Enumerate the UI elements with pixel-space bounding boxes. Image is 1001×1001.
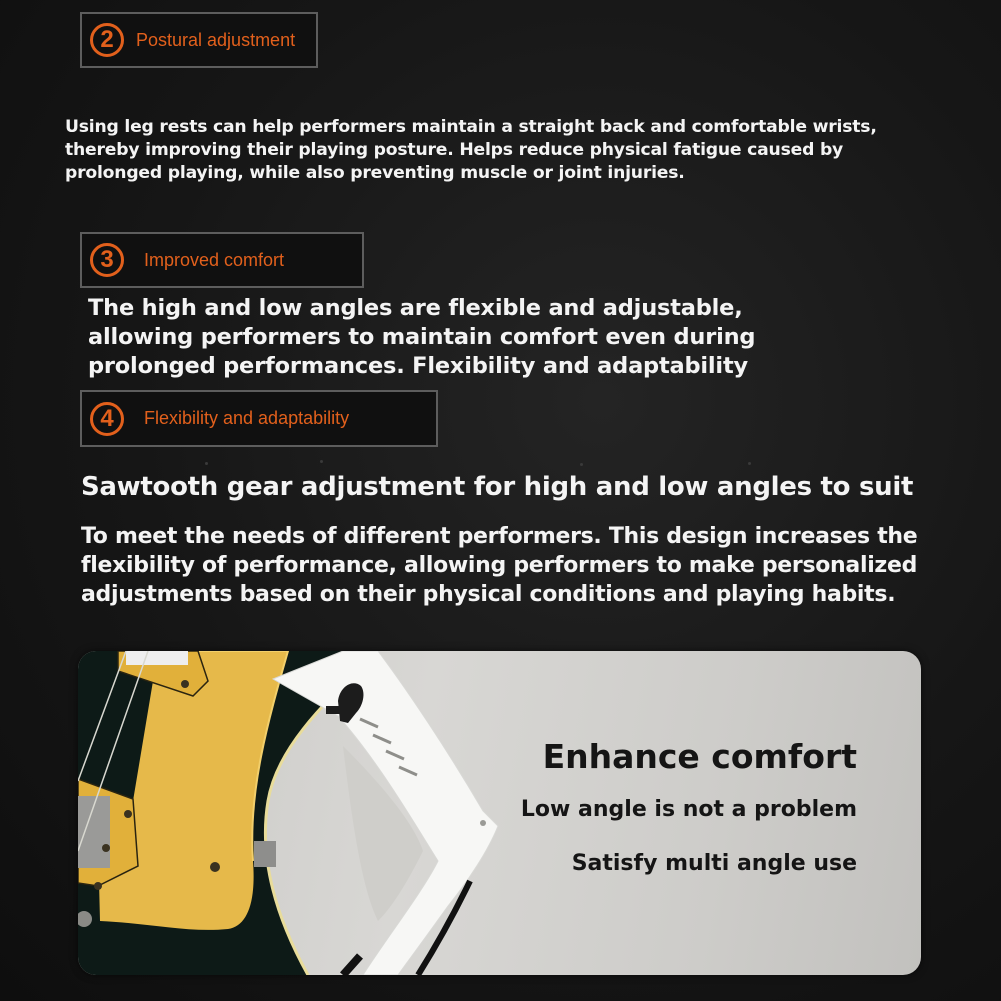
text-line: adjustments based on their physical conditions and playing habits. <box>81 582 896 607</box>
text-line: prolonged playing, while also preventing muscle or joint injuries. <box>65 163 685 183</box>
photo-caption-line: Satisfy multi angle use <box>571 851 857 876</box>
dust-speck <box>320 460 323 463</box>
feature-badge-flexibility <box>80 390 438 447</box>
text-line: Using leg rests can help performers maintain a straight back and comfortable wrists, <box>65 117 877 137</box>
number-4-icon: 4 <box>90 402 124 436</box>
number-2-icon: 2 <box>90 23 124 57</box>
text-line: The high and low angles are flexible and adjustable, <box>88 295 743 321</box>
text-line: flexibility of performance, allowing performers to make personalized <box>81 553 918 578</box>
text-line: To meet the needs of different performers. This design increases the <box>81 524 918 549</box>
feature-description-postural <box>65 116 877 185</box>
dust-speck <box>748 462 751 465</box>
text-line: allowing performers to maintain comfort even during <box>88 324 756 350</box>
text-line: prolonged performances. Flexibility and adaptability <box>88 353 748 379</box>
feature-title: Flexibility and adaptability <box>144 408 350 428</box>
feature-description-flexibility <box>81 522 917 609</box>
feature-description-comfort <box>88 294 755 381</box>
number-3-icon: 3 <box>90 243 124 277</box>
feature-title: Improved comfort <box>144 249 285 270</box>
feature-badge-improved-comfort <box>80 232 364 288</box>
photo-caption-line: Low angle is not a problem <box>520 797 857 822</box>
feature-heading-sawtooth: Sawtooth gear adjustment for high and low angles to suit <box>81 472 914 502</box>
feature-title: Postural adjustment <box>136 29 296 50</box>
text-line: thereby improving their playing posture. Helps reduce physical fatigue caused by <box>65 140 844 160</box>
product-photo <box>78 651 921 975</box>
dust-speck <box>580 463 583 466</box>
feature-badge-postural-adjustment <box>80 12 318 68</box>
dust-speck <box>205 462 208 465</box>
photo-headline: Enhance comfort <box>542 737 857 776</box>
